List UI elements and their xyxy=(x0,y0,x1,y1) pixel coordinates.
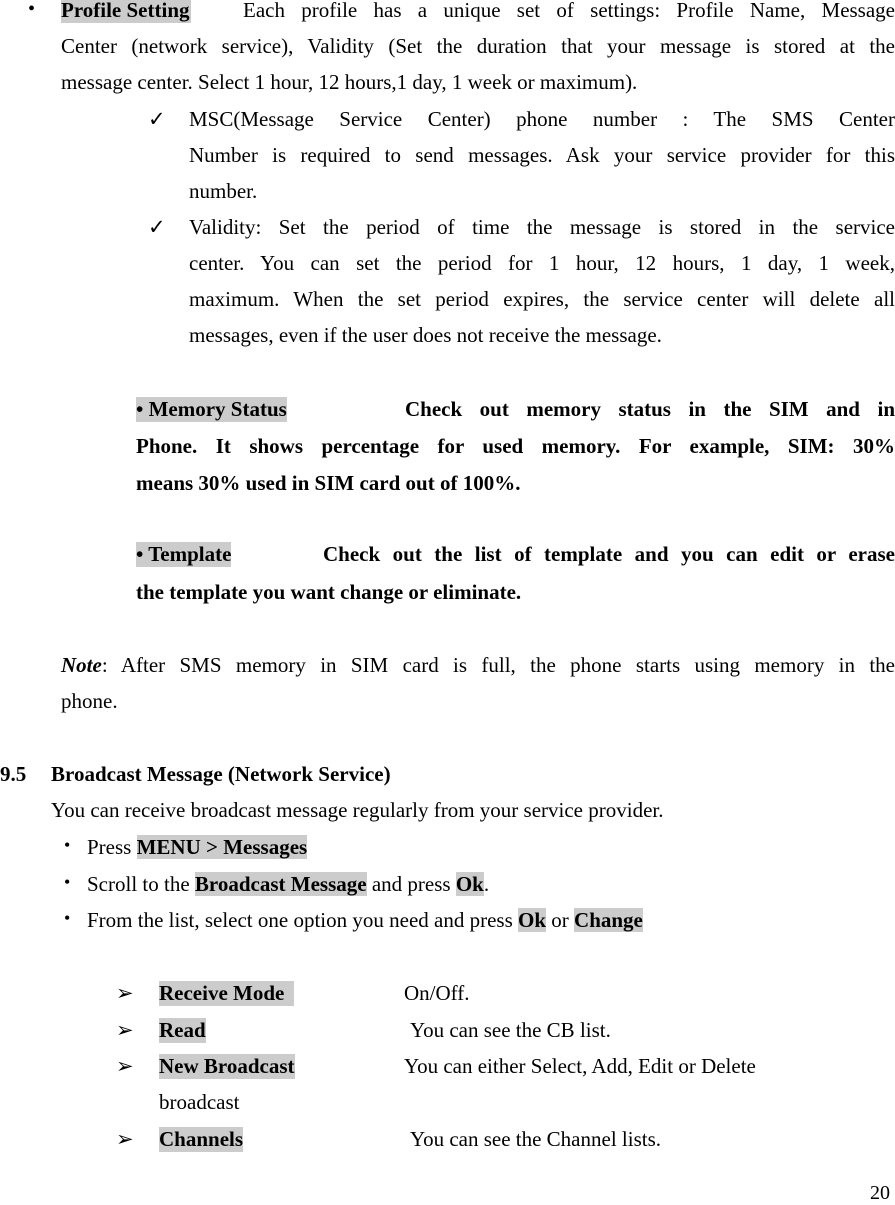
option-new-broadcast-desc: You can either Select, Add, Edit or Delete xyxy=(404,1054,756,1078)
page-number: 20 xyxy=(870,1182,890,1204)
option-receive-mode: Receive Mode xyxy=(159,981,294,1006)
profile-setting-line1: Each profile has a unique set of settings: Profile Name, Message xyxy=(243,0,895,22)
msc-line3: number. xyxy=(189,179,258,203)
checkmark-icon: ✓ xyxy=(148,107,166,131)
section-number: 9.5 xyxy=(0,762,27,786)
profile-setting-label: Profile Setting xyxy=(61,0,190,22)
option-channels-desc: You can see the Channel lists. xyxy=(410,1127,662,1151)
bullet-icon: • xyxy=(64,908,71,928)
validity-line3: maximum. When the set period expires, the service center will delete all xyxy=(189,287,895,311)
memory-status-label: • Memory Status xyxy=(136,397,287,421)
step-text: Scroll to the xyxy=(87,872,195,896)
checkmark-icon: ✓ xyxy=(148,215,166,239)
template-line1: Check out the list of template and you can edit or erase xyxy=(323,542,895,566)
msc-line2: Number is required to send messages. Ask your service provider for this xyxy=(189,143,895,167)
step-text: From the list, select one option you need and press xyxy=(87,908,519,932)
option-new-broadcast: New Broadcast xyxy=(159,1054,295,1078)
step-item xyxy=(87,872,489,897)
option-new-broadcast-desc-cont: broadcast xyxy=(159,1090,240,1114)
bullet-icon: • xyxy=(28,0,36,20)
validity-line2: center. You can set the period for 1 hour, 12 hours, 1 day, 1 week, xyxy=(189,251,895,275)
memory-status-line3: means 30% used in SIM card out of 100%. xyxy=(136,471,521,495)
profile-setting-line3: message center. Select 1 hour, 12 hours,1 day, 1 week or maximum). xyxy=(61,70,638,94)
note-text: : After SMS memory in SIM card is full, the phone starts using memory in the xyxy=(101,653,895,677)
template-line2: the template you want change or eliminate. xyxy=(136,580,522,604)
profile-setting-line2: Center (network service), Validity (Set the duration that your message is stored at the xyxy=(61,34,895,58)
note-line2: phone. xyxy=(61,689,118,713)
step-text: Press xyxy=(87,835,137,859)
key-change: Change xyxy=(574,908,643,932)
key-ok: Ok xyxy=(518,908,547,932)
key-broadcast-message: Broadcast Message xyxy=(194,872,367,896)
arrow-bullet-icon: ➢ xyxy=(116,1018,134,1042)
arrow-bullet-icon: ➢ xyxy=(116,1054,134,1078)
step-item xyxy=(87,835,307,860)
step-text: or xyxy=(546,908,575,932)
section-intro: You can receive broadcast message regularly from your service provider. xyxy=(51,798,664,822)
bullet-icon: • xyxy=(64,835,71,855)
step-text: . xyxy=(483,872,490,896)
note-label: Note xyxy=(61,653,102,677)
arrow-bullet-icon: ➢ xyxy=(116,981,134,1005)
validity-line1: Validity: Set the period of time the message is stored in the service xyxy=(189,215,895,239)
option-read: Read xyxy=(159,1018,206,1042)
option-receive-mode-desc: On/Off. xyxy=(404,981,470,1005)
step-text: and press xyxy=(366,872,456,896)
option-channels: Channels xyxy=(159,1127,244,1151)
template-label: • Template xyxy=(136,542,232,566)
bullet-icon: • xyxy=(64,872,71,892)
msc-line1: MSC(Message Service Center) phone number : The SMS Center xyxy=(189,107,895,131)
option-read-desc: You can see the CB list. xyxy=(410,1018,611,1042)
validity-line4: messages, even if the user does not receive the message. xyxy=(189,323,662,347)
memory-status-line2: Phone. It shows percentage for used memory. For example, SIM: 30% xyxy=(136,434,895,458)
key-ok: Ok xyxy=(455,872,484,896)
key-menu-messages: MENU > Messages xyxy=(136,835,308,859)
memory-status-line1: Check out memory status in the SIM and in xyxy=(405,397,895,421)
arrow-bullet-icon: ➢ xyxy=(116,1127,134,1151)
note-line1 xyxy=(61,653,895,678)
section-title: Broadcast Message (Network Service) xyxy=(51,762,391,786)
step-item xyxy=(87,908,643,933)
